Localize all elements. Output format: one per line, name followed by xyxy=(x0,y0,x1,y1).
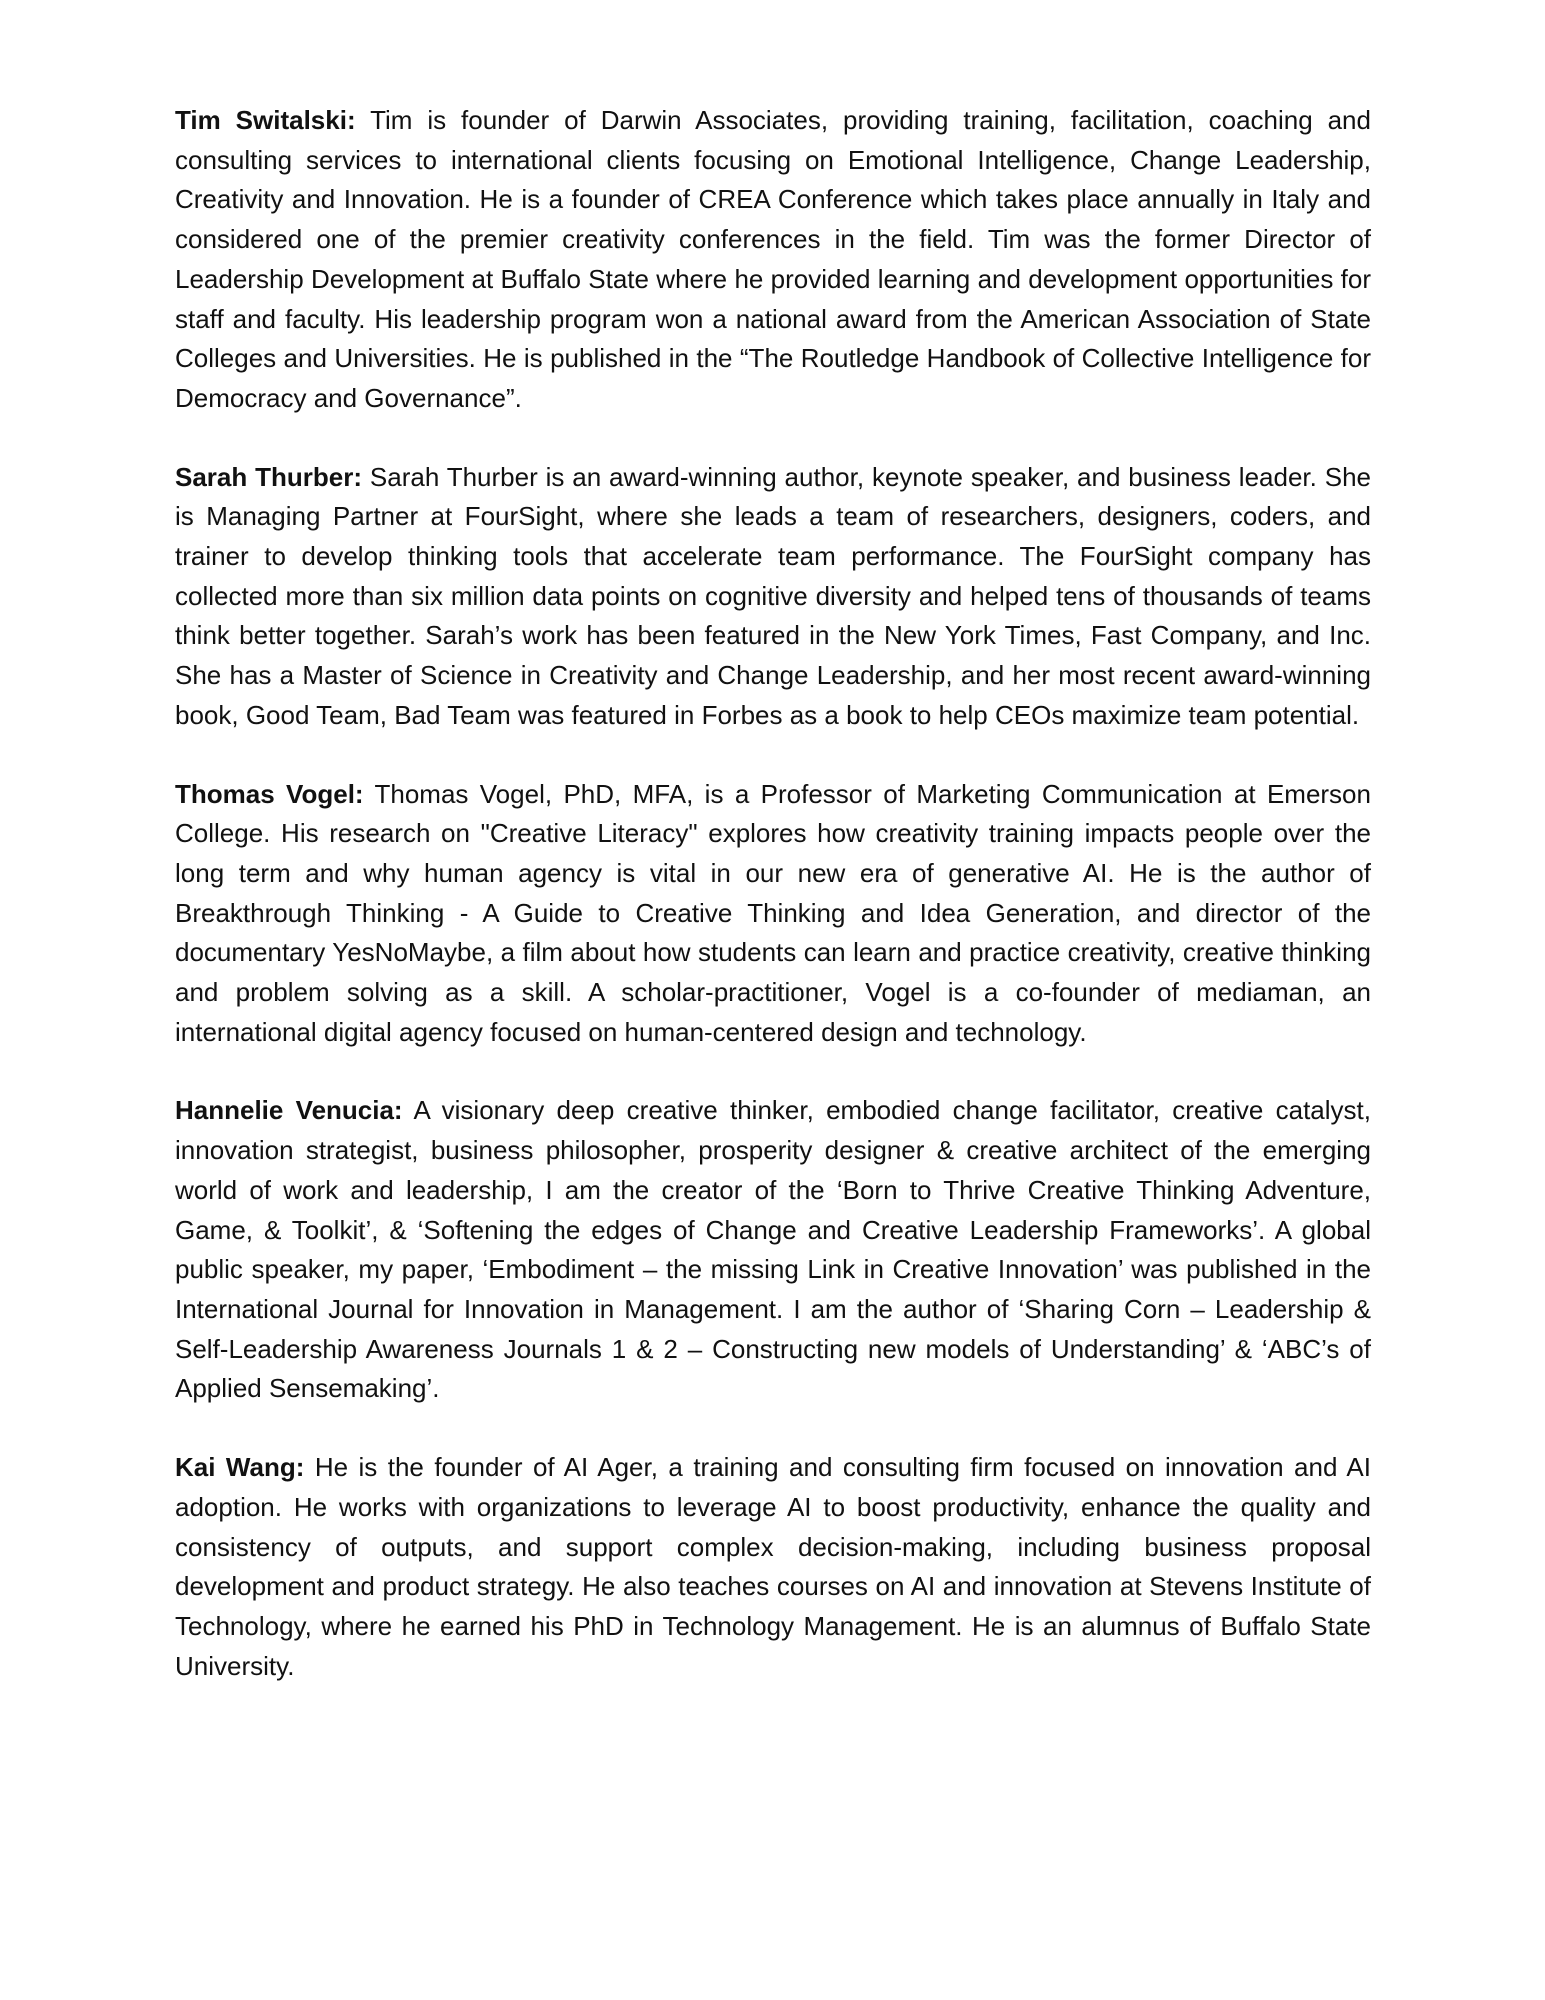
bio-name: Thomas Vogel: xyxy=(175,778,364,809)
bio-tim-switalski xyxy=(175,101,1371,419)
bio-thomas-vogel xyxy=(175,775,1371,1053)
bio-hannelie-venucia xyxy=(175,1091,1371,1409)
bio-text: He is the founder of AI Ager, a training and consulting firm focused on innovation and AI adoption. He works with organizations to leverage AI to boost productivity, enhance the quality and consistency of outputs, and support complex decision-making, including business proposal development and product strategy. He also teaches courses on AI and innovation at Stevens Institute of Technology, where he earned his PhD in Technology Management. He is an alumnus of Buffalo State University. xyxy=(175,1452,1371,1681)
bio-name: Hannelie Venucia: xyxy=(175,1095,403,1126)
bio-text: A visionary deep creative thinker, embodied change facilitator, creative catalyst, innovation strategist, business philosopher, prosperity designer & creative architect of the emerging world of work and leadership, I am the creator of the ‘Born to Thrive Creative Thinking Adventure, Game, & Toolkit’, & ‘Softening the edges of Change and Creative Leadership Frameworks’. A global public speaker, my paper, ‘Embodiment – the missing Link in Creative Innovation’ was published in the International Journal for Innovation in Management. I am the author of ‘Sharing Corn – Leadership & Self-Leadership Awareness Journals 1 & 2 – Constructing new models of Understanding’ & ‘ABC’s of Applied Sensemaking’. xyxy=(175,1095,1371,1404)
bio-name: Kai Wang: xyxy=(175,1452,305,1483)
bio-name: Sarah Thurber: xyxy=(175,461,363,492)
bio-text: Sarah Thurber is an award-winning author, keynote speaker, and business leader. She is Managing Partner at FourSight, where she leads a team of researchers, designers, coders, and trainer to develop thinking tools that accelerate team performance. The FourSight company has collected more than six million data points on cognitive diversity and helped tens of thousands of teams think better together. Sarah’s work has been featured in the New York Times, Fast Company, and Inc. She has a Master of Science in Creativity and Change Leadership, and her most recent award-winning book, Good Team, Bad Team was featured in Forbes as a book to help CEOs maximize team potential. xyxy=(175,461,1371,730)
bio-kai-wang xyxy=(175,1448,1371,1686)
bio-text: Thomas Vogel, PhD, MFA, is a Professor of Marketing Communication at Emerson College. His research on "Creative Literacy" explores how creativity training impacts people over the long term and why human agency is vital in our new era of generative AI. He is the author of Breakthrough Thinking - A Guide to Creative Thinking and Idea Generation, and director of the documentary YesNoMaybe, a film about how students can learn and practice creativity, creative thinking and problem solving as a skill. A scholar-practitioner, Vogel is a co-founder of mediaman, an international digital agency focused on human-centered design and technology. xyxy=(175,778,1371,1047)
bio-list xyxy=(175,101,1371,1725)
bio-text: Tim is founder of Darwin Associates, providing training, facilitation, coaching and consulting services to international clients focusing on Emotional Intelligence, Change Leadership, Creativity and Innovation. He is a founder of CREA Conference which takes place annually in Italy and considered one of the premier creativity conferences in the field. Tim was the former Director of Leadership Development at Buffalo State where he provided learning and development opportunities for staff and faculty. His leadership program won a national award from the American Association of State Colleges and Universities. He is published in the “The Routledge Handbook of Collective Intelligence for Democracy and Governance”. xyxy=(175,105,1371,413)
bio-sarah-thurber xyxy=(175,458,1371,736)
bio-name: Tim Switalski: xyxy=(175,105,356,135)
